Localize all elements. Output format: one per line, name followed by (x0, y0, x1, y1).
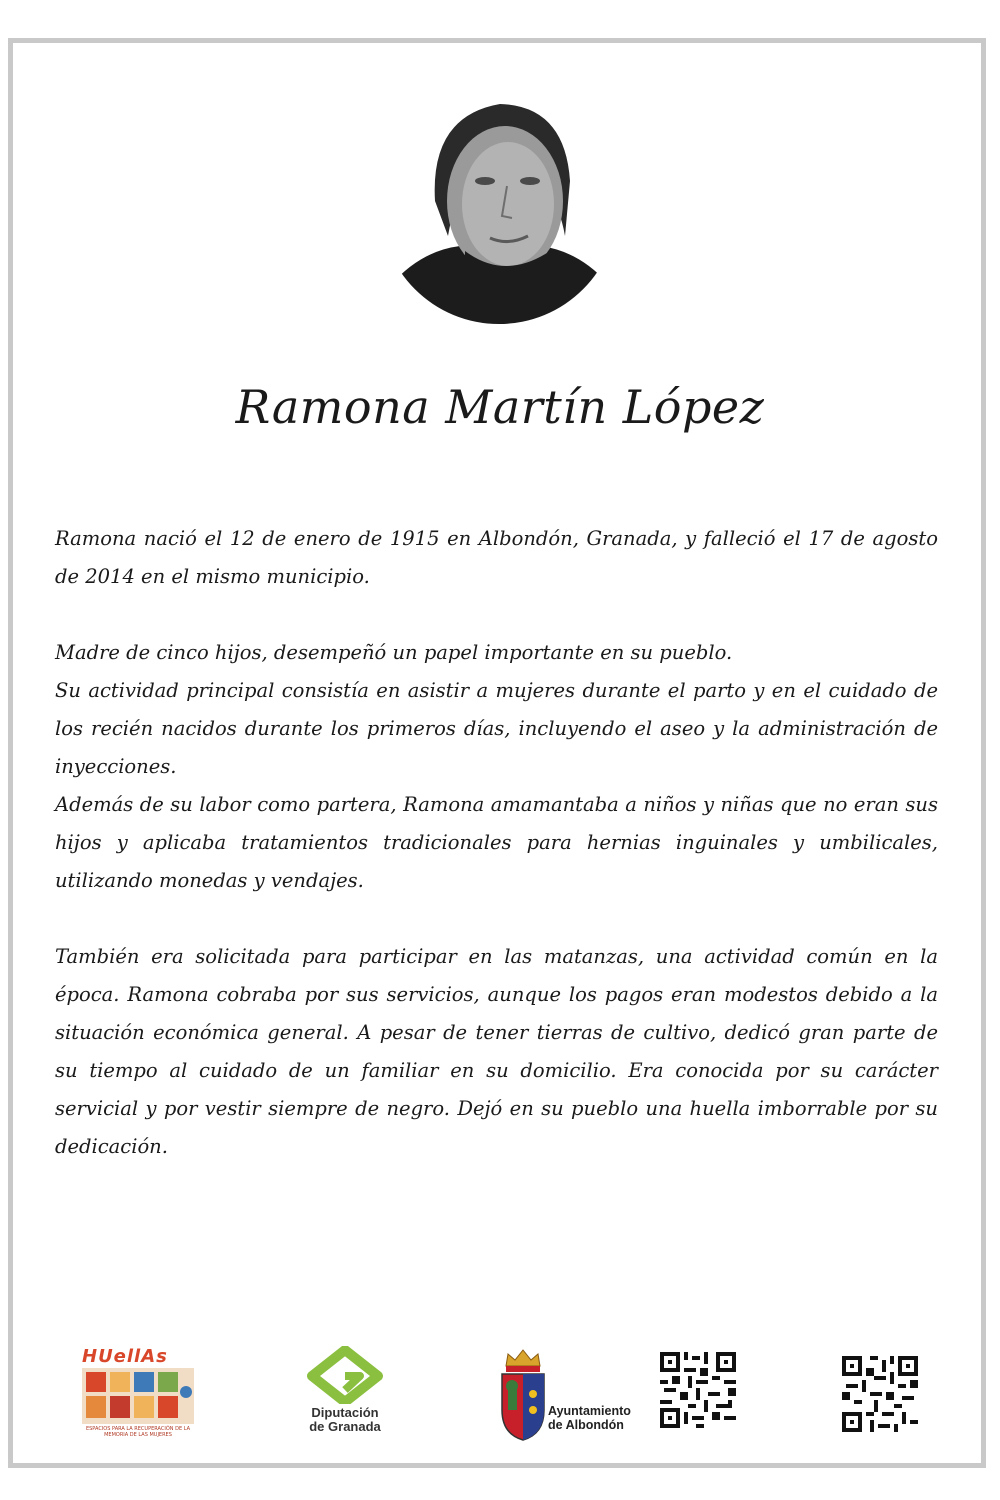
albondon-logo (498, 1348, 658, 1443)
diputacion-logo (300, 1346, 390, 1441)
portrait-photo (380, 86, 618, 324)
ayto-line1: Ayuntamiento (548, 1404, 631, 1418)
huellas-subtitle: ESPACIOS PARA LA RECUPERACIÓN DE LA MEMORIA DE LAS MUJERES (85, 1426, 191, 1438)
bio-paragraph-legacy: También era solicitada para participar en las matanzas, una actividad común en la época. Ramona cobraba por sus servicios, aunque los pagos eran modestos debido a la situación económica general. A pesar de tener tierras de cultivo, dedicó gran parte de su tiempo al cuidado de un familiar en su domicilio. Era conocida por su carácter servicial y por vestir siempre de negro. Dejó en su pueblo una huella imborrable por su dedicación. (55, 945, 938, 1158)
albondon-name (548, 1404, 631, 1432)
bio-paragraph-mother: Madre de cinco hijos, desempeñó un papel importante en su pueblo. (55, 641, 733, 664)
huellas-logo (82, 1346, 194, 1436)
bio-paragraph-wetnurse: Además de su labor como partera, Ramona amamantaba a niños y niñas que no eran sus hijos y aplicaba tratamientos tradicionales para hernias inguinales y umbilicales, utilizando monedas y vendajes. (55, 793, 938, 892)
ayto-line2: de Albondón (548, 1418, 624, 1432)
qr-code-icon[interactable] (660, 1352, 736, 1428)
biography (55, 520, 938, 1166)
qr-code-icon[interactable] (842, 1356, 918, 1432)
huellas-title: HUellAs (82, 1346, 168, 1367)
person-name: Ramona Martín López (235, 380, 765, 434)
bio-paragraph-birth: Ramona nació el 12 de enero de 1915 en Albondón, Granada, y falleció el 17 de agosto de 2014 en el mismo municipio. (55, 527, 938, 588)
diputacion-name (300, 1406, 390, 1434)
bio-paragraph-midwife: Su actividad principal consistía en asistir a mujeres durante el parto y en el cuidado de los recién nacidos durante los primeros días, incluyendo el aseo y la administración de inyecciones. (55, 679, 938, 778)
diputacion-line1: Diputación (311, 1405, 379, 1420)
sponsor-logos (0, 1340, 1000, 1450)
diputacion-line2: de Granada (309, 1419, 381, 1434)
